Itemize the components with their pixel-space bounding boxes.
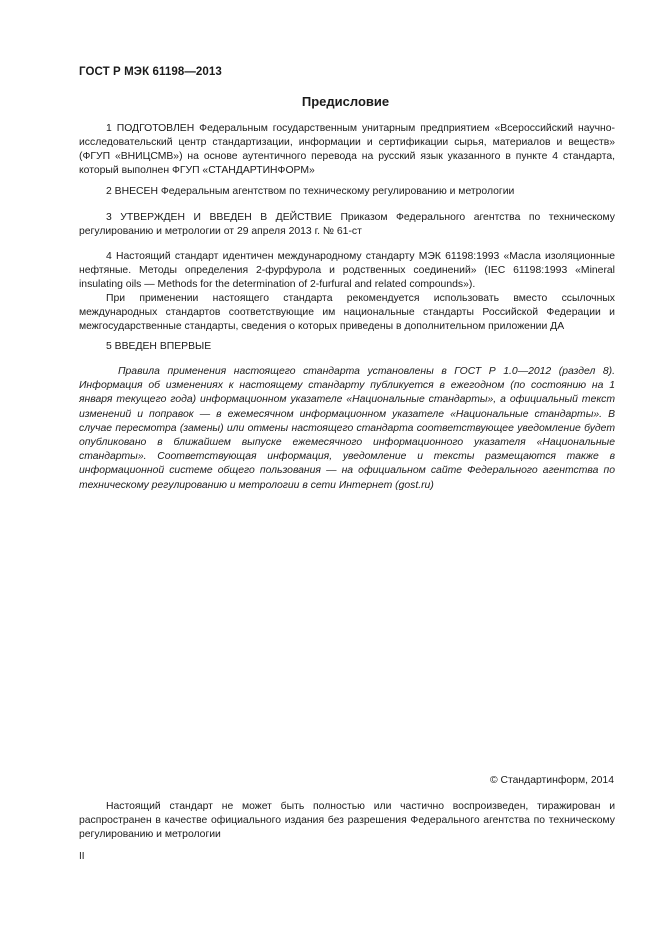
section-1: [79, 122, 615, 178]
rights-statement-text: Настоящий стандарт не может быть полностью или частично воспроизведен, тиражирован и распространен в качестве официального издания без разрешения Федерального агентства по техническому регулированию и метрологии: [79, 801, 615, 840]
usage-notice-text: Правила применения настоящего стандарта установлены в ГОСТ Р 1.0—2012 (раздел 8). Информация об изменениях к настоящему стандарту публикуется в ежегодном (по состоянию на 1 января текущего года) информационном указателе «Национальные стандарты», а официальный текст изменений и поправок — в ежемесячном информационном указателе «Национальные стандарты». В случае пересмотра (замены) или отмены настоящего стандарта соответствующее уведомление будет опубликовано в ближайшем выпуске ежемесячного информационного указателя «Национальные стандарты». Соответствующая информация, уведомление и тексты размещаются также в информационной системе общего пользования — на официальном сайте Федерального агентства по техническому регулированию и метрологии в сети Интернет (gost.ru): [79, 366, 615, 491]
section-3-text: 3 УТВЕРЖДЕН И ВВЕДЕН В ДЕЙСТВИЕ Приказом Федерального агентства по техническому регулированию и метрологии от 29 апреля 2013 г. № 61-ст: [79, 212, 615, 237]
page-number: II: [79, 851, 85, 862]
rights-statement: [79, 800, 615, 842]
section-1-text: 1 ПОДГОТОВЛЕН Федеральным государственным унитарным предприятием «Всероссийский научно-исследовательский центр стандартизации, информации и сертификации сырья, материалов и веществ» (ФГУП «ВНИЦСМВ») на основе аутентичного перевода на русский язык указанного в пункте 4 стандарта, который выполнен ФГУП «СТАНДАРТИНФОРМ»: [79, 123, 615, 176]
standard-id: ГОСТ Р МЭК 61198—2013: [79, 66, 222, 78]
section-5-text: 5 ВВЕДЕН ВПЕРВЫЕ: [106, 341, 212, 352]
section-2: [79, 185, 615, 199]
section-5: [79, 340, 615, 354]
section-2-text: 2 ВНЕСЕН Федеральным агентством по техническому регулированию и метрологии: [106, 186, 515, 197]
section-4-note: При применении настоящего стандарта рекомендуется использовать вместо ссылочных международных стандартов соответствующие им национальные стандарты Российской Федерации и межгосударственные стандарты, сведения о которых приведены в дополнительном приложении ДА: [79, 293, 615, 332]
section-4-text: 4 Настоящий стандарт идентичен международному стандарту МЭК 61198:1993 «Масла изоляционные нефтяные. Методы определения 2-фурфурола и родственных соединений» (IEC 61198:1993 «Mineral insulating oils — Methods for the determination of 2-furfural and related compounds»).: [79, 251, 615, 290]
usage-notice: [79, 365, 615, 493]
page-title: Предисловие: [301, 94, 390, 109]
copyright: © Стандартинформ, 2014: [489, 775, 614, 786]
section-4: [79, 250, 615, 334]
section-3: [79, 211, 615, 239]
